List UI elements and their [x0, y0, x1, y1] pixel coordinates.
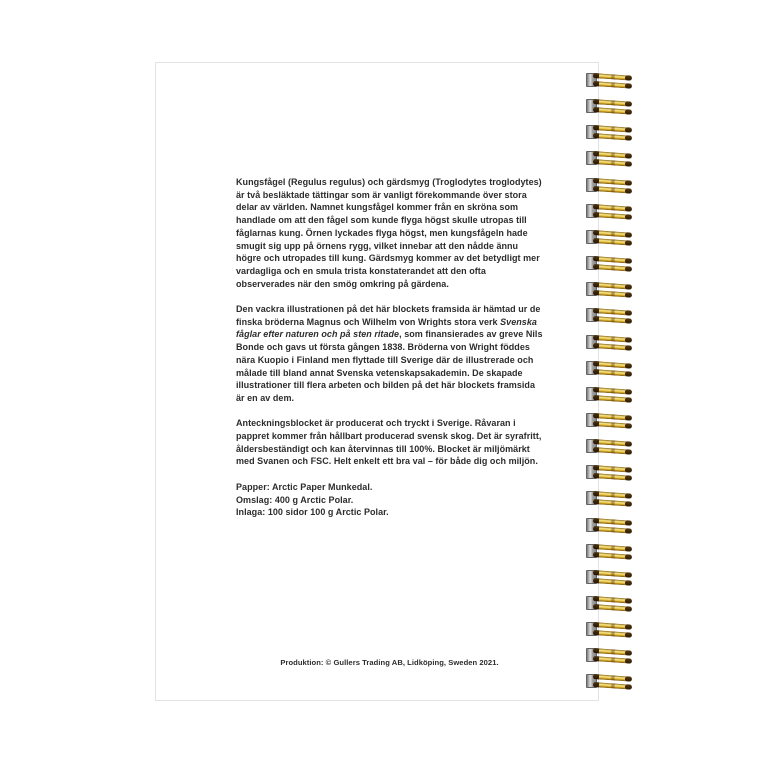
- paragraph2-part2: , som finansierades av greve Nils Bonde och gavs ut första gången 1838. Bröderna von Wright föddes nära Kuopio i Finland men flyttade till Sverige där de illustrerade och målade till bland annat Svenska vetenskapsakademin. De skapade illustrationer till flera arbeten och bilden på det här blockets framsida är en av dem.: [236, 329, 543, 403]
- paragraph-illustration-history: [236, 303, 543, 405]
- notepad-back-cover-page: [155, 62, 599, 701]
- paragraph2-book-title: Svenska fåglar efter naturen och på sten ritade: [236, 316, 537, 340]
- spec-line-inlay: Inlaga: 100 sidor 100 g Arctic Polar.: [236, 507, 389, 518]
- spec-line-cover: Omslag: 400 g Arctic Polar.: [236, 494, 354, 505]
- paragraph-production-eco: Anteckningsblocket är producerat och tryckt i Sverige. Råvaran i pappret kommer från hållbart producerad svensk skog. Det är syrafritt, åldersbeständigt och kan återvinnas till 100%. Blocket är miljömärkt med Svanen och FSC. Helt enkelt ett bra val – för både dig och miljön.: [236, 418, 542, 467]
- production-credit: Produktion: © Gullers Trading AB, Lidköping, Sweden 2021.: [280, 658, 499, 667]
- paragraph2-part1: Den vackra illustrationen på det här blockets framsida är hämtad ur de finska bröderna Magnus och Wilhelm von Wrights stora verk: [236, 304, 541, 327]
- description-text-block: [236, 176, 543, 532]
- paragraph-birds-story: Kungsfågel (Regulus regulus) och gärdsmyg (Troglodytes troglodytes) är två besläktade tättingar som är vanligt förekommande över stora delar av världen. Namnet kungsfågel kommer från en skröna som handlade om att den fågel som kunde flyga högst skulle utropas till fåglarnas kung. Örnen lyckades flyga högst, men kungsfågeln hade smugit sig upp på örnens rygg, vilket innebar att den nådde ännu högre och utropades till kung. Gärdsmyg kommer av det betydligt mer vardagliga och en smula trista konstaterandet att den ofta observerades när den smög omkring på gärdena.: [236, 177, 542, 289]
- spec-line-paper: Papper: Arctic Paper Munkedal.: [236, 481, 373, 492]
- paper-specs: [236, 481, 543, 519]
